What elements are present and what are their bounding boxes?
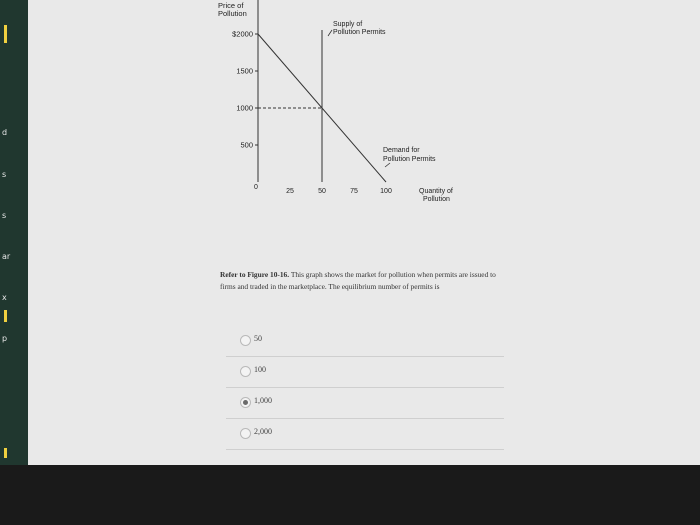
x-tick-label: 0 [254, 184, 258, 191]
answer-option[interactable] [226, 357, 504, 388]
answer-option-label: 1,000 [254, 396, 272, 405]
radio-button[interactable] [240, 366, 251, 377]
sidebar-accent-bar [4, 310, 7, 322]
y-axis-label-line1: Price of [218, 1, 244, 10]
answer-option[interactable] [226, 326, 504, 357]
radio-button[interactable] [240, 428, 251, 439]
y-tick-label: 500 [240, 140, 253, 150]
y-tick-label: 1500 [236, 66, 253, 76]
x-tick-label: 100 [380, 188, 392, 195]
sidebar-item[interactable]: x [2, 293, 7, 302]
screen-bottom-bezel [0, 465, 700, 525]
y-tick-label: 1000 [236, 103, 253, 113]
x-tick-label: 25 [286, 188, 294, 195]
sidebar-accent-bar [4, 25, 7, 43]
answer-option-label: 50 [254, 334, 262, 343]
pollution-permits-chart [190, 0, 480, 220]
supply-label-pointer [328, 30, 332, 36]
supply-label-line1: Supply of [333, 21, 363, 28]
y-axis-label-line2: Pollution [218, 9, 247, 18]
y-tick-label: $2000 [232, 29, 253, 39]
demand-label-pointer [385, 163, 390, 167]
figure-reference: Refer to Figure 10-16. [220, 270, 290, 279]
sidebar-item[interactable]: ar [2, 252, 11, 261]
sidebar [0, 0, 28, 465]
sidebar-accent-bar [4, 448, 7, 458]
sidebar-item[interactable]: s [2, 170, 7, 179]
sidebar-item[interactable]: d [2, 128, 8, 137]
answer-option-label: 100 [254, 365, 266, 374]
x-axis-label-line2: Pollution [423, 196, 450, 203]
x-tick-label: 75 [350, 188, 358, 195]
question-text [220, 269, 510, 293]
answer-option-label: 2,000 [254, 427, 272, 436]
demand-label-line1: Demand for [383, 147, 420, 154]
sidebar-item[interactable]: p [2, 334, 8, 343]
radio-button[interactable] [240, 335, 251, 346]
answer-option[interactable] [226, 388, 504, 419]
answer-option[interactable] [226, 419, 504, 450]
question-body: This graph shows the market for pollution when permits are issued to firms and traded in the marketplace. The equilibrium number of permits is [220, 270, 496, 291]
x-tick-label: 50 [318, 188, 326, 195]
x-axis-label-line1: Quantity of [419, 188, 453, 195]
demand-label-line2: Pollution Permits [383, 156, 436, 163]
sidebar-item[interactable]: s [2, 211, 7, 220]
radio-button[interactable] [240, 397, 251, 408]
supply-label-line2: Pollution Permits [333, 29, 386, 36]
